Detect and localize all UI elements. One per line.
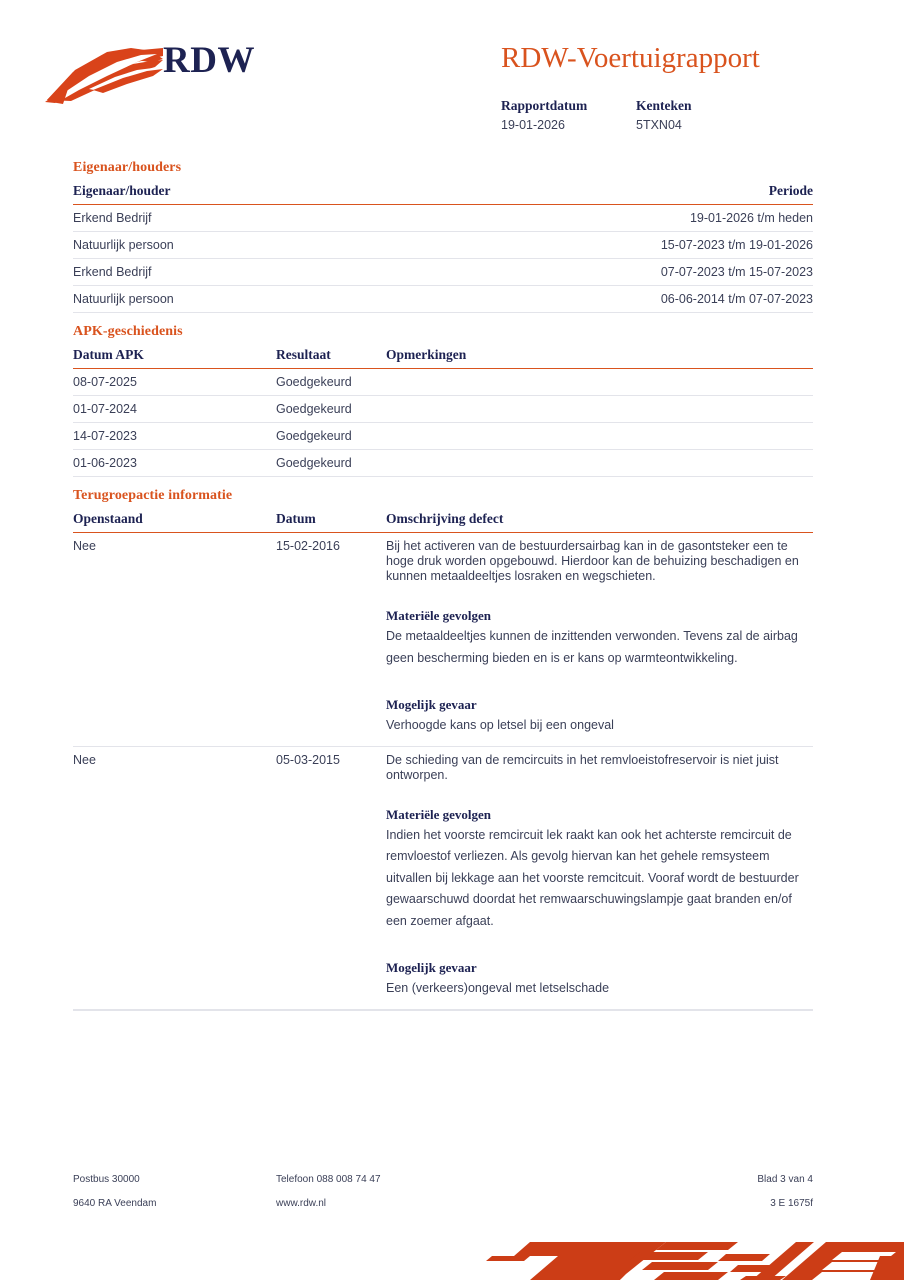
apk-remarks bbox=[386, 450, 813, 477]
page-title: RDW-Voertuigrapport bbox=[501, 42, 760, 74]
possible-danger-label: Mogelijk gevaar bbox=[386, 960, 477, 975]
license-plate-value: 5TXN04 bbox=[636, 118, 682, 132]
apk-result: Goedgekeurd bbox=[276, 396, 386, 423]
owners-section-title: Eigenaar/houders bbox=[73, 160, 182, 175]
footer-page-number: Blad 3 van 4 bbox=[757, 1174, 813, 1185]
recalls-section bbox=[73, 488, 813, 1011]
owners-col-period: Periode bbox=[493, 183, 813, 205]
owners-section bbox=[73, 160, 813, 313]
possible-danger-text: Verhoogde kans op letsel bij een ongeval bbox=[386, 718, 614, 732]
owner-name: Erkend Bedrijf bbox=[73, 259, 493, 286]
recall-col-open: Openstaand bbox=[73, 511, 276, 533]
license-plate-label: Kenteken bbox=[636, 98, 692, 113]
rdw-feather-logo-icon bbox=[45, 42, 165, 104]
logo-wordmark: RDW bbox=[163, 40, 255, 81]
apk-result: Goedgekeurd bbox=[276, 423, 386, 450]
apk-remarks bbox=[386, 369, 813, 396]
recall-open: Nee bbox=[73, 533, 276, 747]
owner-name: Natuurlijk persoon bbox=[73, 232, 493, 259]
table-row bbox=[73, 746, 813, 1009]
rdw-speed-stripes-graphic-icon bbox=[470, 1212, 904, 1280]
table-row bbox=[73, 396, 813, 423]
footer-address-line-2: 9640 RA Veendam bbox=[73, 1198, 157, 1209]
material-consequences-label: Materiële gevolgen bbox=[386, 608, 492, 623]
recall-description: Bij het activeren van de bestuurdersairbag kan in de gasontsteker een te hoge druk worden opgebouwd. Hierdoor kan de behuizing beschadigen en kunnen metaaldeeltjes losraken en wegschieten. bbox=[386, 539, 799, 583]
recall-open: Nee bbox=[73, 746, 276, 1009]
apk-table bbox=[73, 347, 813, 477]
footer-website[interactable]: www.rdw.nl bbox=[276, 1198, 327, 1209]
apk-result: Goedgekeurd bbox=[276, 450, 386, 477]
recalls-section-title: Terugroepactie informatie bbox=[73, 488, 233, 503]
recall-details bbox=[386, 533, 813, 747]
owners-table bbox=[73, 183, 813, 313]
owner-name: Erkend Bedrijf bbox=[73, 205, 493, 232]
apk-col-remarks: Opmerkingen bbox=[386, 347, 813, 369]
owners-col-owner: Eigenaar/houder bbox=[73, 183, 493, 205]
table-header-row bbox=[73, 347, 813, 369]
apk-remarks bbox=[386, 423, 813, 450]
apk-remarks bbox=[386, 396, 813, 423]
table-row bbox=[73, 286, 813, 313]
apk-section-title: APK-geschiedenis bbox=[73, 324, 183, 339]
report-meta bbox=[501, 96, 771, 136]
owner-period: 06-06-2014 t/m 07-07-2023 bbox=[493, 286, 813, 313]
report-header bbox=[0, 0, 904, 150]
footer-phone: Telefoon 088 008 74 47 bbox=[276, 1174, 381, 1185]
recall-date: 05-03-2015 bbox=[276, 746, 386, 1009]
apk-date: 14-07-2023 bbox=[73, 423, 276, 450]
table-header-row bbox=[73, 183, 813, 205]
table-row bbox=[73, 205, 813, 232]
possible-danger-label: Mogelijk gevaar bbox=[386, 697, 477, 712]
owner-name: Natuurlijk persoon bbox=[73, 286, 493, 313]
recall-details bbox=[386, 746, 813, 1009]
table-bottom-rule bbox=[73, 1009, 813, 1010]
apk-result: Goedgekeurd bbox=[276, 369, 386, 396]
table-row bbox=[73, 369, 813, 396]
report-date-value: 19-01-2026 bbox=[501, 118, 565, 132]
table-row bbox=[73, 450, 813, 477]
table-row bbox=[73, 232, 813, 259]
owner-period: 15-07-2023 t/m 19-01-2026 bbox=[493, 232, 813, 259]
recall-date: 15-02-2016 bbox=[276, 533, 386, 747]
material-consequences-text: De metaaldeeltjes kunnen de inzittenden verwonden. Tevens zal de airbag geen bescherming bieden en is er kans op warmteontwikkeling. bbox=[386, 629, 798, 665]
table-row bbox=[73, 533, 813, 747]
apk-date: 01-06-2023 bbox=[73, 450, 276, 477]
owner-period: 19-01-2026 t/m heden bbox=[493, 205, 813, 232]
table-row bbox=[73, 423, 813, 450]
report-date-label: Rapportdatum bbox=[501, 98, 588, 113]
rdw-logo bbox=[45, 34, 305, 114]
material-consequences-label: Materiële gevolgen bbox=[386, 806, 492, 822]
footer-address-line-1: Postbus 30000 bbox=[73, 1174, 140, 1185]
apk-col-result: Resultaat bbox=[276, 347, 386, 369]
recall-description: De schieding van de remcircuits in het remvloeistofreservoir is niet juist ontworpen. bbox=[386, 752, 779, 782]
recalls-table bbox=[73, 511, 813, 1011]
material-consequences-text: Indien het voorste remcircuit lek raakt kan ook het achterste remcircuit de remvloestof verliezen. Als gevolg hiervan kan het gehele remsysteem uitvallen bij lekkage aan het voorste remcitcuit. Vooraf wordt de bestuurder gewaarschuwd doordat het remwaarschuwingslampje gaat branden en/of een zoemer afgaat. bbox=[386, 827, 799, 928]
owner-period: 07-07-2023 t/m 15-07-2023 bbox=[493, 259, 813, 286]
footer-form-code: 3 E 1675f bbox=[770, 1198, 813, 1209]
apk-col-date: Datum APK bbox=[73, 347, 276, 369]
apk-date: 08-07-2025 bbox=[73, 369, 276, 396]
apk-section bbox=[73, 324, 813, 477]
table-header-row bbox=[73, 511, 813, 533]
recall-col-description: Omschrijving defect bbox=[386, 511, 813, 533]
page-footer bbox=[73, 1168, 813, 1216]
recall-col-date: Datum bbox=[276, 511, 386, 533]
possible-danger-text: Een (verkeers)ongeval met letselschade bbox=[386, 981, 610, 995]
apk-date: 01-07-2024 bbox=[73, 396, 276, 423]
table-row bbox=[73, 259, 813, 286]
